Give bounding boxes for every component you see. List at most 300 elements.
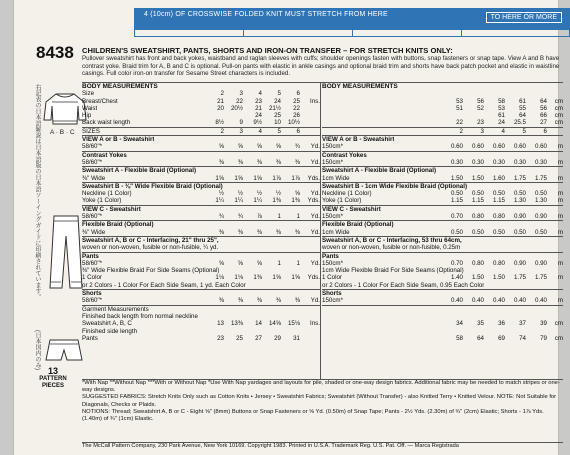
row-label: 150cm* <box>322 213 343 221</box>
value-cell: 1.15 <box>450 197 463 205</box>
value-cell: 64 <box>477 334 484 342</box>
value-cell: ⅜ <box>275 228 281 236</box>
row-values <box>442 159 563 166</box>
section-title <box>322 236 563 244</box>
value-cell: 1 <box>277 213 281 221</box>
value-cell: 37 <box>519 320 526 328</box>
measurement-row <box>82 112 320 119</box>
pattern-number: 8438 <box>36 43 74 62</box>
value-cell: ⅝ <box>218 143 224 151</box>
value-cell: 1¼ <box>253 197 262 205</box>
row-values <box>442 320 563 327</box>
value-cell: ⅝ <box>237 259 243 267</box>
value-cell: ⅜ <box>256 158 262 166</box>
value-cell: 1 <box>277 259 281 267</box>
value-cell: 26 <box>293 112 300 120</box>
value-cell: 0.80 <box>471 213 484 221</box>
row-values <box>205 197 320 204</box>
value-cell: 1⅜ <box>272 197 281 205</box>
row-label: Sweatshirt A - Flexible Braid (Optional) <box>322 167 437 175</box>
row-label: 150cm* <box>322 143 343 151</box>
value-cell: 0.60 <box>534 143 547 151</box>
japanese-note: 右記表の日本語解説は日本語版の日本語ソーイングガイドに印刷されています。 <box>34 84 40 300</box>
yardage-row <box>82 282 320 289</box>
yardage-row <box>82 229 320 236</box>
copyright-footer: The McCall Pattern Company, 230 Park Avenue, New York 10169. Copyright 1983. Printed in U.S.A. Trademark Reg. U.S. Pat. Off. — Marca Registrada <box>82 442 563 449</box>
value-cell: 0.70 <box>450 213 463 221</box>
row-label: Shorts <box>322 290 342 298</box>
view-label-abc: A · B · C <box>50 129 75 136</box>
value-cell: 61 <box>519 97 526 105</box>
yardage-row <box>322 274 563 281</box>
row-label: Sweatshirt A - Flexible Braid (Optional) <box>82 167 197 175</box>
value-cell: 4 <box>501 127 505 135</box>
value-cell: 1⅛ <box>234 274 243 282</box>
value-cell: m <box>557 297 563 305</box>
value-cell: ½ <box>256 190 262 198</box>
value-cell: ⅝ <box>275 143 281 151</box>
value-cell: 1.50 <box>471 174 484 182</box>
row-label: ⅜" Wide <box>82 174 106 182</box>
body-measurements-header <box>322 83 563 90</box>
value-cell: 20 <box>217 104 224 112</box>
value-cell: cm <box>554 112 563 120</box>
value-cell: 2 <box>220 127 224 135</box>
yardage-row <box>82 213 320 220</box>
value-cell: 0.30 <box>513 158 526 166</box>
value-cell: 64 <box>540 97 547 105</box>
value-cell: 0.40 <box>471 297 484 305</box>
value-cell: 13 <box>217 320 224 328</box>
section-title <box>82 182 320 190</box>
value-cell: 1.50 <box>471 274 484 282</box>
value-cell: 0.80 <box>492 259 505 267</box>
value-cell: 1⅜ <box>253 274 262 282</box>
value-cell: 53 <box>498 104 505 112</box>
row-label: VIEW A or B - Sweatshirt <box>82 136 155 144</box>
yardage-row <box>322 159 563 166</box>
row-values <box>205 98 320 105</box>
yardage-row <box>322 260 563 267</box>
value-cell: Yd. <box>310 158 320 166</box>
row-values <box>205 282 320 289</box>
row-label: Finished side length <box>82 327 138 335</box>
value-cell: 8½ <box>215 119 224 127</box>
stretch-gauge-bar <box>134 8 570 30</box>
stretch-gauge-here-label: TO HERE OR MORE <box>486 12 562 23</box>
garment-row <box>322 335 563 342</box>
row-values <box>205 313 320 320</box>
value-cell: 0.30 <box>492 158 505 166</box>
value-cell: 24 <box>274 97 281 105</box>
measurement-row <box>82 98 320 105</box>
row-values <box>442 105 563 112</box>
value-cell: 24 <box>255 112 262 120</box>
row-label: ⅜" Wide Flexible Braid For Side Seams (Optional) <box>82 267 220 275</box>
section-title <box>322 166 563 174</box>
value-cell: 0.50 <box>534 228 547 236</box>
row-label: 1cm Wide Flexible Braid For Side Seams (Optional) <box>322 267 464 275</box>
value-cell: 0.60 <box>450 143 463 151</box>
garment-row <box>82 328 320 335</box>
value-cell: 25 <box>236 334 243 342</box>
value-cell: 0.90 <box>534 213 547 221</box>
notes-block <box>82 379 563 423</box>
pattern-envelope-back <box>13 0 563 455</box>
row-values <box>205 112 320 119</box>
row-values <box>442 197 563 204</box>
value-cell: 1.60 <box>492 174 505 182</box>
value-cell: 23 <box>217 334 224 342</box>
yardage-row <box>82 197 320 204</box>
value-cell: 13⅜ <box>230 320 243 328</box>
value-cell: cm <box>554 104 563 112</box>
value-cell: 1¼ <box>215 197 224 205</box>
value-cell: Yd. <box>310 190 320 198</box>
row-label: Waist <box>82 104 98 112</box>
measurement-row <box>82 105 320 112</box>
value-cell: 1⅝ <box>234 174 243 182</box>
value-cell: 1.75 <box>513 274 526 282</box>
row-label: Flexible Braid (Optional) <box>322 221 394 229</box>
value-cell: ¾ <box>237 213 243 221</box>
body-measurements-header <box>82 83 320 90</box>
value-cell: 27 <box>540 119 547 127</box>
value-cell: ¾ <box>294 143 300 151</box>
value-cell: Ins. <box>310 320 320 328</box>
row-values <box>205 105 320 112</box>
measurement-row <box>322 98 563 105</box>
row-label: woven or non-woven, fusible or non-fusible, 0.25m <box>322 244 461 252</box>
row-label: 1cm Wide <box>322 174 350 182</box>
value-cell: ⅞ <box>256 213 262 221</box>
value-cell: 6 <box>296 90 300 98</box>
row-label: Sweatshirt A, B or C - Interfacing, 53 thru 64cm, <box>322 236 462 244</box>
section-title <box>82 252 320 260</box>
value-cell: 14⅝ <box>268 320 281 328</box>
section-title <box>322 182 563 190</box>
row-values <box>442 119 563 126</box>
value-cell: 34 <box>456 320 463 328</box>
value-cell: 9 <box>239 119 243 127</box>
value-cell: 3 <box>480 127 484 135</box>
value-cell: 20½ <box>230 104 243 112</box>
row-values <box>205 119 320 126</box>
pieces-label: PATTERN PIECES <box>39 376 67 389</box>
row-values <box>205 267 320 274</box>
section-title <box>322 220 563 228</box>
value-cell: 58 <box>498 97 505 105</box>
row-values <box>205 244 320 251</box>
row-label: 1cm Wide <box>322 228 350 236</box>
value-cell: 31 <box>293 334 300 342</box>
yardage-row <box>82 267 320 274</box>
yardage-row <box>322 213 563 220</box>
value-cell: 51 <box>456 104 463 112</box>
value-cell: 56 <box>477 97 484 105</box>
section-title <box>322 135 563 143</box>
value-cell: 0.30 <box>450 158 463 166</box>
yardage-row <box>322 297 563 304</box>
row-values <box>205 274 320 281</box>
value-cell: 10 <box>274 119 281 127</box>
value-cell: 3 <box>239 90 243 98</box>
row-values <box>442 190 563 197</box>
yardage-row <box>322 143 563 150</box>
measurement-row <box>322 105 563 112</box>
value-cell: 35 <box>477 320 484 328</box>
yardage-row <box>322 197 563 204</box>
value-cell: Yd. <box>310 143 320 151</box>
pattern-title: CHILDREN'S SWEATSHIRT, PANTS, SHORTS AND IRON-ON TRANSFER – FOR STRETCH KNITS ONLY: <box>82 46 453 55</box>
value-cell: m <box>557 174 563 182</box>
value-cell: ½ <box>275 190 281 198</box>
row-label: Neckline (1 Color) <box>82 190 132 198</box>
yardage-row <box>322 282 563 289</box>
row-values <box>442 274 563 281</box>
row-values <box>205 320 320 327</box>
value-cell: 55 <box>519 104 526 112</box>
row-label: 1 Color <box>322 274 342 282</box>
chart-row <box>322 90 563 97</box>
value-cell: ⅜ <box>294 228 300 236</box>
row-values <box>442 90 563 97</box>
value-cell: ⅜ <box>256 228 262 236</box>
value-cell: 0.90 <box>534 259 547 267</box>
value-cell: 1⅝ <box>215 174 224 182</box>
value-cell: 25.5 <box>513 119 526 127</box>
section-title <box>322 151 563 159</box>
value-cell: m <box>557 213 563 221</box>
value-cell: ⅜ <box>294 297 300 305</box>
row-values <box>205 328 320 335</box>
yardage-chart-metric <box>322 83 563 379</box>
yardage-row <box>82 190 320 197</box>
value-cell: 66 <box>540 112 547 120</box>
row-label: Size <box>82 90 95 98</box>
pants-sketch <box>46 214 86 294</box>
value-cell: 36 <box>498 320 505 328</box>
value-cell: 0.80 <box>492 213 505 221</box>
row-values <box>442 267 563 274</box>
value-cell: 1.30 <box>534 197 547 205</box>
row-label: BODY MEASUREMENTS <box>82 83 158 90</box>
value-cell: 21 <box>255 104 262 112</box>
section-title <box>82 205 320 213</box>
value-cell: ⅜ <box>218 228 224 236</box>
value-cell: 4 <box>258 90 262 98</box>
value-cell: ⅜ <box>294 158 300 166</box>
value-cell: 1⅞ <box>291 174 300 182</box>
value-cell: 0.50 <box>513 228 526 236</box>
value-cell: Yds. <box>307 197 320 205</box>
value-cell: 0.50 <box>492 228 505 236</box>
yardage-row <box>82 260 320 267</box>
size-row <box>82 90 320 97</box>
value-cell: 0.90 <box>513 213 526 221</box>
sizes-row <box>322 127 563 135</box>
value-cell: 3 <box>239 127 243 135</box>
row-label: 150cm* <box>322 259 343 267</box>
value-cell: Ins. <box>310 97 320 105</box>
row-values <box>442 128 563 135</box>
section-title <box>82 289 320 297</box>
value-cell: 0.40 <box>492 297 505 305</box>
section-title <box>82 236 320 244</box>
nap-legend: *With Nap **Without Nap ***With or Without Nap *Use With Nap yardages and layouts for pile, shaded or one-way design fabrics. Additional fabric may be needed to match stripes or one-way designs. <box>82 380 560 394</box>
row-label: SIZES <box>82 127 100 135</box>
yardage-row <box>82 297 320 304</box>
value-cell: 0.50 <box>471 228 484 236</box>
value-cell: ⅜ <box>237 297 243 305</box>
value-cell: 0.40 <box>450 297 463 305</box>
row-label: 58/60"* <box>82 158 103 166</box>
value-cell: 0.70 <box>450 259 463 267</box>
value-cell: 58 <box>456 334 463 342</box>
measurement-row <box>322 112 563 119</box>
shorts-sketch <box>44 338 84 364</box>
stretch-ruler <box>134 30 570 37</box>
row-values <box>442 229 563 236</box>
yardage-row <box>82 143 320 150</box>
section-title <box>322 205 563 213</box>
value-cell: 4 <box>258 127 262 135</box>
section-title <box>82 220 320 228</box>
value-cell: 29 <box>274 334 281 342</box>
row-label: ⅜" Wide <box>82 228 106 236</box>
value-cell: 1.50 <box>450 174 463 182</box>
row-label: Yoke (1 Color) <box>322 197 362 205</box>
value-cell: 1⅝ <box>291 274 300 282</box>
value-cell: 52 <box>477 104 484 112</box>
value-cell: 1⅛ <box>215 274 224 282</box>
value-cell: 0.60 <box>492 143 505 151</box>
value-cell: m <box>557 197 563 205</box>
pieces-number: 13 <box>47 366 58 376</box>
row-label: BODY MEASUREMENTS <box>322 83 398 90</box>
value-cell: cm <box>554 119 563 127</box>
value-cell: 0.60 <box>471 143 484 151</box>
row-values <box>205 190 320 197</box>
value-cell: 9½ <box>253 119 262 127</box>
value-cell: m <box>557 274 563 282</box>
value-cell: 1.40 <box>450 274 463 282</box>
garment-row <box>322 313 563 320</box>
row-label: woven or non-woven, fusible or non-fusible, ¼ yd. <box>82 244 219 252</box>
value-cell: 1.15 <box>492 197 505 205</box>
row-label: Back waist length <box>82 119 131 127</box>
value-cell: 0.50 <box>513 190 526 198</box>
value-cell: 0.80 <box>471 259 484 267</box>
row-values <box>205 159 320 166</box>
row-values <box>205 229 320 236</box>
value-cell: 0.40 <box>534 297 547 305</box>
row-label: 150cm* <box>322 297 343 305</box>
row-label: or 2 Colors - 1 Color For Each Side Seam, 1 yd. Each Color <box>82 281 246 289</box>
yardage-chart <box>82 82 563 379</box>
row-label: Pants <box>322 252 339 260</box>
row-label: Breast/Chest <box>82 97 118 105</box>
garment-row <box>82 335 320 342</box>
value-cell: 0.90 <box>513 259 526 267</box>
value-cell: 0.40 <box>513 297 526 305</box>
stretch-gauge-text: 4 (10cm) OF CROSSWISE FOLDED KNIT MUST STRETCH FROM HERE <box>144 11 388 18</box>
row-label: 58/60"* <box>82 297 103 305</box>
row-values <box>205 297 320 304</box>
suggested-fabrics: SUGGESTED FABRICS: Stretch Knits Only such as Cotton Knits • Jersey • Sweatshirt Fabrics; Sweatshirt (Without Transfer) - also Knitted Terry • Knitted Velour. NOTE: Not Suitable for Diagonals, Checks or Plaids. <box>82 394 557 408</box>
yardage-row <box>322 229 563 236</box>
row-values <box>442 98 563 105</box>
value-cell: 0.50 <box>534 190 547 198</box>
row-label: 150cm* <box>322 158 343 166</box>
value-cell: 1.50 <box>492 274 505 282</box>
value-cell: ⅜ <box>275 297 281 305</box>
yardage-row <box>322 175 563 182</box>
row-label: Sweatshirt A, B, C <box>82 320 132 328</box>
value-cell: Yd. <box>310 228 320 236</box>
row-label: Sweatshirt A, B or C - Interfacing, 21" thru 25", <box>82 236 219 244</box>
yardage-row <box>82 244 320 251</box>
row-values <box>442 282 563 289</box>
value-cell: 0.50 <box>450 190 463 198</box>
row-values <box>205 260 320 267</box>
row-values <box>205 335 320 342</box>
value-cell: ⅝ <box>294 190 300 198</box>
row-label: Contrast Yokes <box>82 151 127 159</box>
row-values <box>442 175 563 182</box>
garment-header <box>322 305 563 313</box>
row-label: Shorts <box>82 290 102 298</box>
value-cell: 25 <box>274 112 281 120</box>
row-label: 58/60"* <box>82 259 103 267</box>
row-values <box>205 90 320 97</box>
value-cell: 56 <box>540 104 547 112</box>
row-label: Sweatshirt B - ⅜" Wide Flexible Braid (Optional) <box>82 182 223 190</box>
row-label: Contrast Yokes <box>322 151 367 159</box>
value-cell: Yd. <box>310 213 320 221</box>
value-cell: 1.30 <box>513 197 526 205</box>
value-cell: Yd. <box>310 259 320 267</box>
value-cell: ½ <box>237 190 243 198</box>
row-values <box>442 112 563 119</box>
garment-row <box>322 328 563 335</box>
row-label: Yoke (1 Color) <box>82 197 122 205</box>
notions: NOTIONS: Thread; Sweatshirt A, B or C - Eight ⅝" (8mm) Buttons or Snap Fasteners or ⅝ Yd. (0.50m) of Snap Tape; Pants - 2½ Yds. (2.30m) of ¾" (2cm) Elastic; Shorts - 1⅞ Yds. (1.40m) of ¾" (1cm) Elastic. <box>82 408 544 423</box>
value-cell: 5 <box>522 127 526 135</box>
value-cell: 2 <box>220 90 224 98</box>
value-cell: ⅜ <box>237 158 243 166</box>
row-values <box>442 244 563 251</box>
japanese-country-note: (日本国内のみ) <box>34 330 40 370</box>
yardage-row <box>82 159 320 166</box>
value-cell: 5 <box>277 90 281 98</box>
value-cell: 69 <box>498 334 505 342</box>
value-cell: ¾ <box>218 213 224 221</box>
value-cell: ⅜ <box>218 297 224 305</box>
value-cell: ⅜ <box>237 228 243 236</box>
value-cell: 1⅝ <box>253 174 262 182</box>
value-cell: ⅝ <box>256 259 262 267</box>
value-cell: ⅝ <box>256 143 262 151</box>
yardage-row <box>82 175 320 182</box>
row-label: 58/60"* <box>82 213 103 221</box>
value-cell: 14 <box>255 320 262 328</box>
row-values <box>442 335 563 342</box>
measurement-row <box>322 119 563 126</box>
value-cell: 22 <box>456 119 463 127</box>
value-cell: ½ <box>218 190 224 198</box>
pattern-pieces-count <box>34 366 72 390</box>
